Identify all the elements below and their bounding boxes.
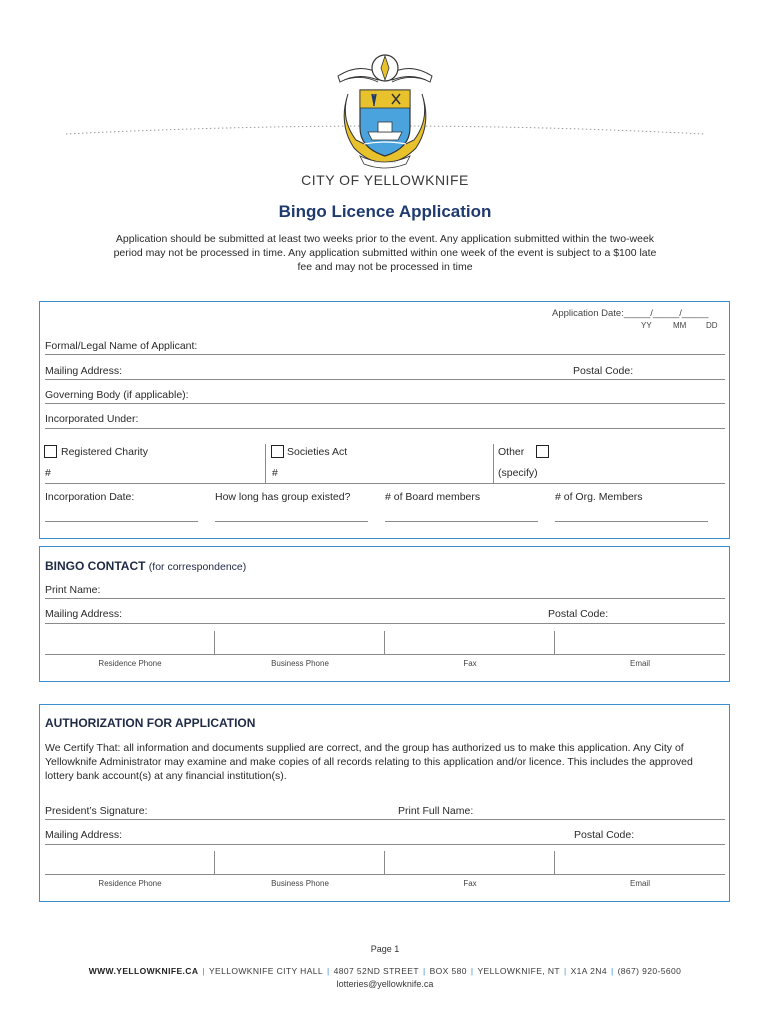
board-members-field[interactable] — [385, 521, 538, 522]
other-checkbox[interactable] — [536, 445, 549, 458]
contact-mailing-address-label: Mailing Address: — [45, 608, 123, 620]
bingo-contact-heading — [45, 559, 246, 573]
footer-box: BOX 580 — [429, 966, 467, 976]
incorporation-details-field[interactable] — [45, 483, 725, 484]
governing-body-field[interactable] — [45, 403, 725, 404]
authorization-statement: We Certify That: all information and documents supplied are correct, and the group has authorized us to make this application. Any City of Yellowknife Administrator may examine and make copies of all records relating to this application and/or licence. This includes the approved lottery bank account(s) at any financial institution(s). — [45, 742, 693, 782]
intro-text: Application should be submitted at least two weeks prior to the event. Any application submitted within the two-week period may not be processed in time. Any application submitted within one week of the event is subject to a $100 late fee and may not be processed in time — [113, 233, 657, 273]
societies-act-checkbox[interactable] — [271, 445, 284, 458]
footer-city: YELLOWKNIFE, NT — [477, 966, 560, 976]
phone-field-divider — [214, 851, 215, 875]
footer-street: 4807 52ND STREET — [333, 966, 419, 976]
contact-residence-phone-label: Residence Phone — [98, 659, 162, 668]
page-number: Page 1 — [370, 944, 400, 954]
footer-phone: (867) 920-5600 — [617, 966, 682, 976]
other-specify-label: (specify) — [498, 467, 538, 479]
phone-field-divider — [214, 631, 215, 655]
contact-postal-code-label: Postal Code: — [548, 608, 609, 620]
auth-fax-label: Fax — [463, 879, 477, 888]
postal-code-label: Postal Code: — [573, 365, 634, 377]
print-full-name-label: Print Full Name: — [398, 805, 474, 817]
footer-website[interactable]: WWW.YELLOWKNIFE.CA — [88, 966, 199, 976]
date-dd-label: DD — [706, 321, 718, 330]
auth-business-phone-label: Business Phone — [271, 879, 329, 888]
mailing-address-field[interactable] — [45, 379, 725, 380]
phone-field-divider — [554, 851, 555, 875]
auth-mailing-address-label: Mailing Address: — [45, 829, 123, 841]
group-existed-field[interactable] — [215, 521, 368, 522]
date-mm-label: MM — [673, 321, 687, 330]
legal-name-field[interactable] — [45, 354, 725, 355]
contact-fax-label: Fax — [463, 659, 477, 668]
applicant-section — [39, 301, 730, 539]
phone-field-divider — [384, 851, 385, 875]
footer-city-hall: YELLOWKNIFE CITY HALL — [208, 966, 324, 976]
registered-charity-label: Registered Charity — [61, 446, 148, 458]
contact-phone-fields[interactable] — [45, 654, 725, 655]
footer-email[interactable]: lotteries@yellowknife.ca — [336, 979, 434, 989]
page-title: Bingo Licence Application — [278, 202, 492, 221]
governing-body-label: Governing Body (if applicable): — [45, 389, 189, 401]
org-members-label: # of Org. Members — [555, 491, 643, 503]
societies-act-label: Societies Act — [287, 446, 348, 458]
auth-mailing-address-field[interactable] — [45, 844, 725, 845]
phone-field-divider — [554, 631, 555, 655]
board-members-label: # of Board members — [385, 491, 481, 503]
application-date-label: Application Date:_____/_____/_____ — [552, 308, 709, 319]
incorporation-date-label: Incorporation Date: — [45, 491, 135, 503]
signature-field[interactable] — [45, 819, 725, 820]
mailing-address-label: Mailing Address: — [45, 365, 123, 377]
contact-business-phone-label: Business Phone — [271, 659, 329, 668]
group-existed-label: How long has group existed? — [215, 491, 351, 503]
phone-field-divider — [384, 631, 385, 655]
footer-contact-line: WWW.YELLOWKNIFE.CA | YELLOWKNIFE CITY HALL | 4807 52ND STREET | BOX 580 | YELLOWKNIFE, NT | X1A 2N4 | (867) 920-5600 — [88, 966, 682, 976]
contact-mailing-address-field[interactable] — [45, 623, 725, 624]
legal-name-label: Formal/Legal Name of Applicant: — [45, 340, 198, 352]
authorization-title: AUTHORIZATION FOR APPLICATION — [45, 716, 256, 730]
org-members-field[interactable] — [555, 521, 708, 522]
charity-number-label: # — [45, 467, 51, 479]
auth-residence-phone-label: Residence Phone — [98, 879, 162, 888]
auth-postal-code-label: Postal Code: — [574, 829, 635, 841]
presidents-signature-label: President’s Signature: — [45, 805, 148, 817]
contact-print-name-label: Print Name: — [45, 584, 101, 596]
registered-charity-checkbox[interactable] — [44, 445, 57, 458]
incorporated-under-label: Incorporated Under: — [45, 413, 139, 425]
contact-email-label: Email — [629, 659, 650, 668]
incorporated-under-field[interactable] — [45, 428, 725, 429]
society-number-label: # — [272, 467, 278, 479]
auth-phone-fields[interactable] — [45, 874, 725, 875]
incorporation-date-field[interactable] — [45, 521, 198, 522]
bingo-contact-subtitle: (for correspondence) — [148, 561, 247, 573]
bingo-contact-title: BINGO CONTACT — [45, 559, 146, 573]
auth-email-label: Email — [629, 879, 650, 888]
column-divider — [265, 444, 266, 484]
other-label: Other — [498, 446, 525, 458]
date-yy-label: YY — [641, 321, 652, 330]
column-divider — [493, 444, 494, 484]
city-name: CITY OF YELLOWKNIFE — [301, 172, 469, 188]
contact-print-name-field[interactable] — [45, 598, 725, 599]
city-crest-logo — [330, 44, 440, 170]
footer-postal: X1A 2N4 — [570, 966, 607, 976]
